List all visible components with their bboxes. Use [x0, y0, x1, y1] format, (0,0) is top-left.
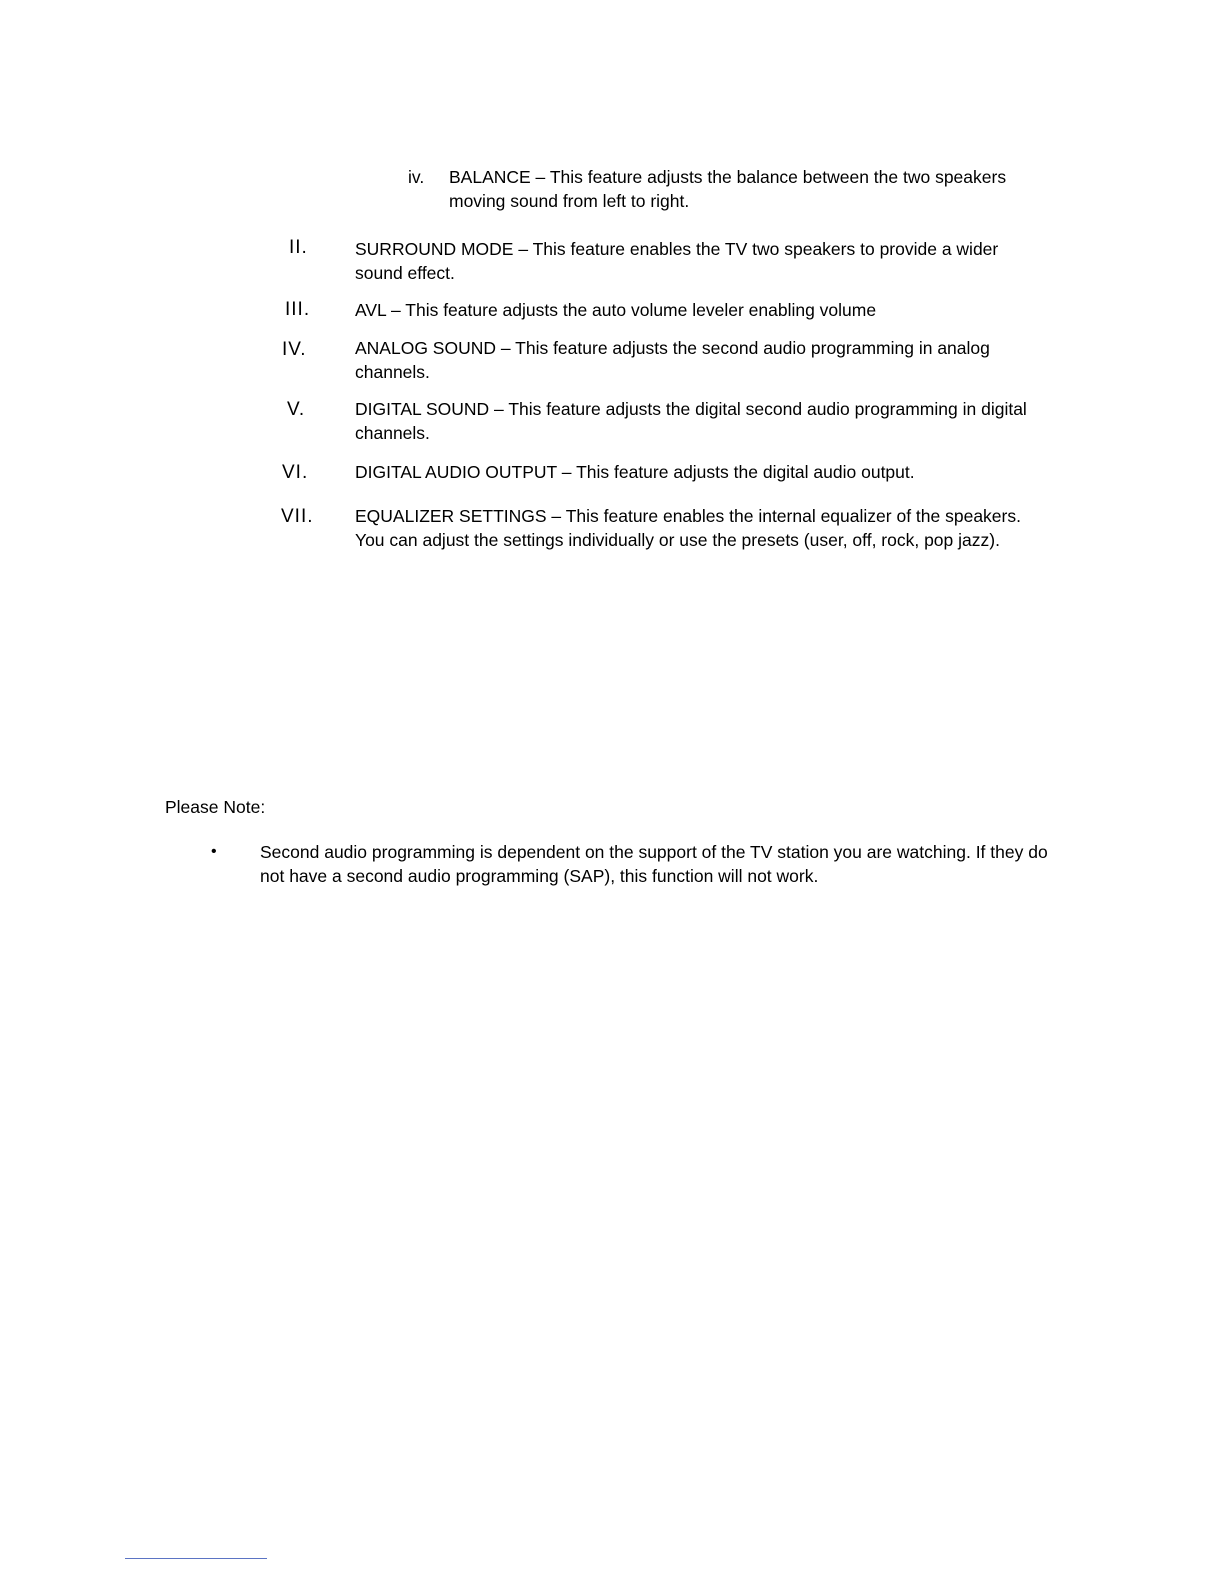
list-item-text: ANALOG SOUND – This feature adjusts the second audio programming in analog channels.	[355, 338, 990, 382]
list-item-numeral: VII.	[281, 506, 314, 527]
list-item-numeral: IV.	[282, 339, 307, 360]
list-item-text: DIGITAL SOUND – This feature adjusts the digital second audio programming in digital channels.	[355, 399, 1027, 443]
list-item-numeral: VI.	[282, 462, 309, 483]
list-item-numeral: II.	[289, 237, 308, 258]
list-item-text: SURROUND MODE – This feature enables the TV two speakers to provide a wider sound effect.	[355, 239, 999, 283]
list-item-text: AVL – This feature adjusts the auto volume leveler enabling volume	[355, 300, 877, 320]
footnote-separator	[125, 1558, 267, 1559]
list-item-text: DIGITAL AUDIO OUTPUT – This feature adjusts the digital audio output.	[355, 462, 915, 482]
list-item-text: EQUALIZER SETTINGS – This feature enables the internal equalizer of the speakers. You can adjust the settings individually or use the presets (user, off, rock, pop jazz).	[355, 506, 1021, 550]
list-item-text: BALANCE – This feature adjusts the balance between the two speakers moving sound from left to right.	[449, 167, 1007, 211]
list-item-numeral: iv.	[408, 167, 425, 187]
list-item-numeral: III.	[285, 299, 311, 320]
note-bullet-text: Second audio programming is dependent on the support of the TV station you are watching. If they do not have a second audio programming (SAP), this function will not work.	[260, 842, 1048, 886]
note-heading: Please Note:	[165, 797, 266, 817]
bullet-icon: •	[211, 843, 217, 860]
list-item-numeral: V.	[287, 399, 306, 420]
